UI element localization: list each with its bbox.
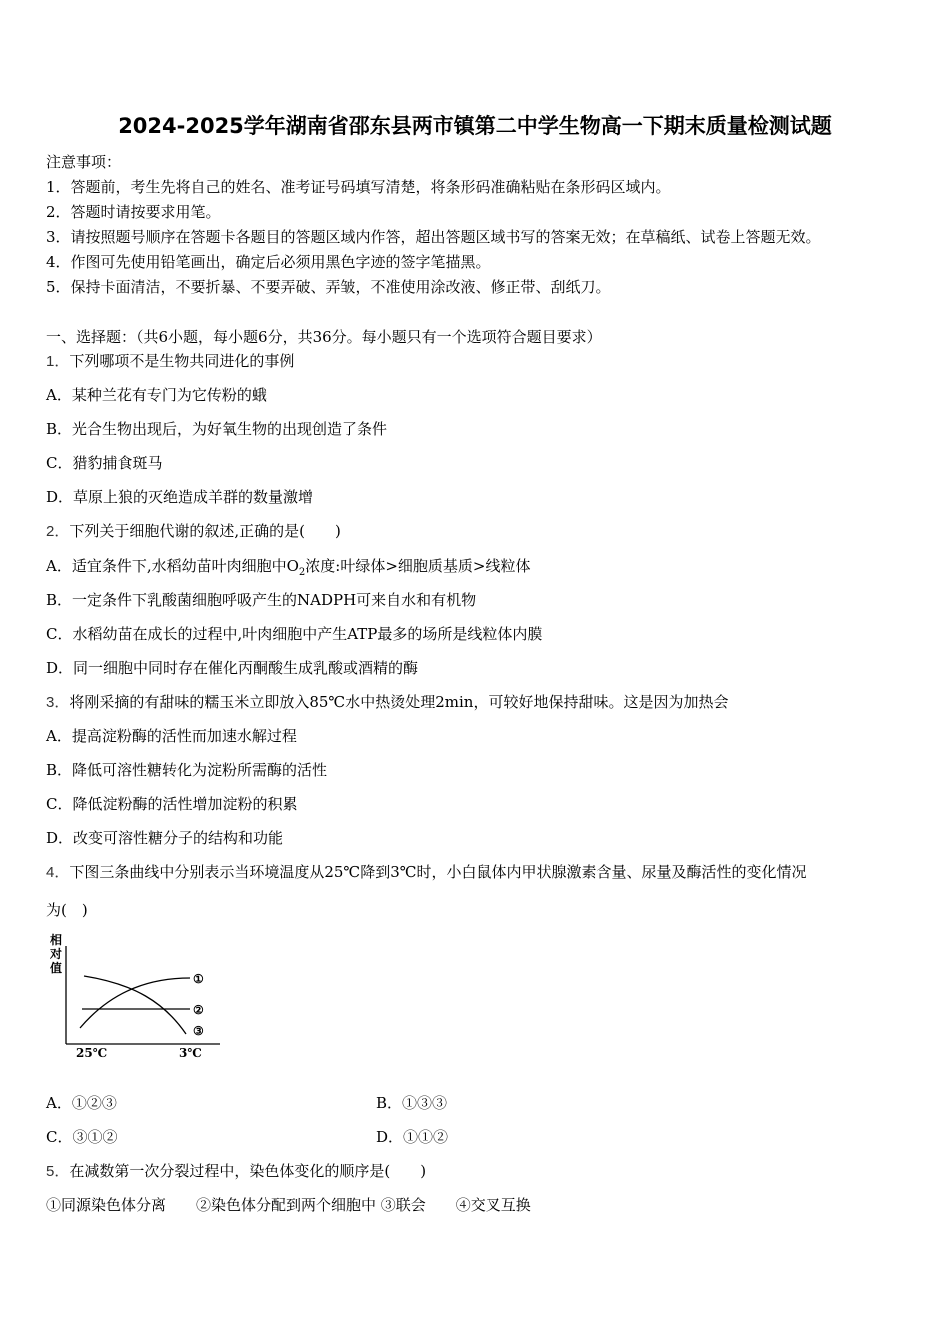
question-5 bbox=[46, 1161, 426, 1182]
option-d: D．①①② bbox=[376, 1128, 449, 1146]
option-b: B．光合生物出现后，为好氧生物的出现创造了条件 bbox=[46, 420, 388, 438]
subscript: 2 bbox=[298, 567, 306, 578]
section-heading: 一、选择题：（共6小题，每小题6分，共36分。每小题只有一个选项符合题目要求） bbox=[46, 328, 602, 346]
question-number: 4． bbox=[46, 864, 70, 881]
question-stem: 在减数第一次分裂过程中，染色体变化的顺序是( ) bbox=[69, 1162, 427, 1180]
option-text: 浓度:叶绿体>细胞质基质>线粒体 bbox=[305, 557, 531, 575]
option-a bbox=[46, 556, 530, 583]
curve-3-label: ③ bbox=[193, 1024, 204, 1038]
x-tick-start: 25℃ bbox=[76, 1046, 108, 1060]
question-stem-cont: 为( ) bbox=[46, 901, 88, 919]
option-a: A．某种兰花有专门为它传粉的蛾 bbox=[46, 386, 267, 404]
question-3 bbox=[46, 692, 728, 713]
graph-svg bbox=[44, 930, 234, 1060]
notice-item: 4．作图可先使用铅笔画出，确定后必须用黑色字迹的签字笔描黑。 bbox=[46, 253, 491, 271]
option-d: D．改变可溶性糖分子的结构和功能 bbox=[46, 829, 284, 847]
curve-1-label: ① bbox=[193, 972, 204, 986]
option-a: A．提高淀粉酶的活性而加速水解过程 bbox=[46, 727, 297, 745]
question-number: 1． bbox=[46, 353, 70, 370]
y-axis-label: 相 bbox=[50, 933, 63, 947]
notice-heading: 注意事项： bbox=[46, 153, 122, 171]
curve-1 bbox=[80, 978, 190, 1028]
curve-3 bbox=[84, 976, 186, 1034]
x-tick-end: 3℃ bbox=[179, 1046, 202, 1060]
question-4 bbox=[46, 862, 807, 883]
question-stem: 将刚采摘的有甜味的糯玉米立即放入85℃水中热烫处理2min，可较好地保持甜味。这是因为加热会 bbox=[69, 693, 729, 711]
question-stem: 下列关于细胞代谢的叙述,正确的是( ) bbox=[69, 522, 341, 540]
notice-item: 2．答题时请按要求用笔。 bbox=[46, 203, 221, 221]
question-number: 3． bbox=[46, 694, 70, 711]
y-axis-label: 对 bbox=[50, 947, 63, 961]
question-number: 5． bbox=[46, 1163, 70, 1180]
option-text: A．适宜条件下,水稻幼苗叶肉细胞中O bbox=[46, 557, 299, 575]
question-number: 2． bbox=[46, 523, 70, 540]
page-title: 2024-2025学年湖南省邵东县两市镇第二中学生物高一下期末质量检测试题 bbox=[118, 114, 832, 138]
option-b: B．降低可溶性糖转化为淀粉所需酶的活性 bbox=[46, 761, 328, 779]
option-a: A．①②③ bbox=[46, 1094, 117, 1112]
question-stem: 下列哪项不是生物共同进化的事例 bbox=[69, 352, 295, 370]
option-c: C．水稻幼苗在成长的过程中,叶肉细胞中产生ATP最多的场所是线粒体内膜 bbox=[46, 625, 543, 643]
option-c: C．降低淀粉酶的活性增加淀粉的积累 bbox=[46, 795, 298, 813]
option-b: B．①③③ bbox=[376, 1094, 448, 1112]
question-2 bbox=[46, 521, 341, 542]
question-stem: 下图三条曲线中分别表示当环境温度从25℃降到3℃时，小白鼠体内甲状腺激素含量、尿量及酶活性的变化情况 bbox=[69, 863, 807, 881]
curve-2-label: ② bbox=[193, 1003, 204, 1017]
y-axis-label: 值 bbox=[50, 961, 63, 975]
question-1 bbox=[46, 351, 294, 372]
notice-item: 5．保持卡面清洁，不要折暴、不要弄破、弄皱，不准使用涂改液、修正带、刮纸刀。 bbox=[46, 278, 611, 296]
notice-item: 3．请按照题号顺序在答题卡各题目的答题区域内作答，超出答题区域书写的答案无效；在草稿纸、试卷上答题无效。 bbox=[46, 228, 821, 246]
curve-graph bbox=[44, 930, 234, 1060]
option-d: D．同一细胞中同时存在催化丙酮酸生成乳酸或酒精的酶 bbox=[46, 659, 419, 677]
notice-item: 1．答题前，考生先将自己的姓名、准考证号码填写清楚，将条形码准确粘贴在条形码区域内。 bbox=[46, 178, 671, 196]
option-d: D．草原上狼的灭绝造成羊群的数量激增 bbox=[46, 488, 314, 506]
option-b: B．一定条件下乳酸菌细胞呼吸产生的NADPH可来自水和有机物 bbox=[46, 591, 477, 609]
option-c: C．③①② bbox=[46, 1128, 118, 1146]
option-c: C．猎豹捕食斑马 bbox=[46, 454, 163, 472]
question-5-items: ①同源染色体分离 ②染色体分配到两个细胞中 ③联会 ④交叉互换 bbox=[46, 1196, 531, 1214]
